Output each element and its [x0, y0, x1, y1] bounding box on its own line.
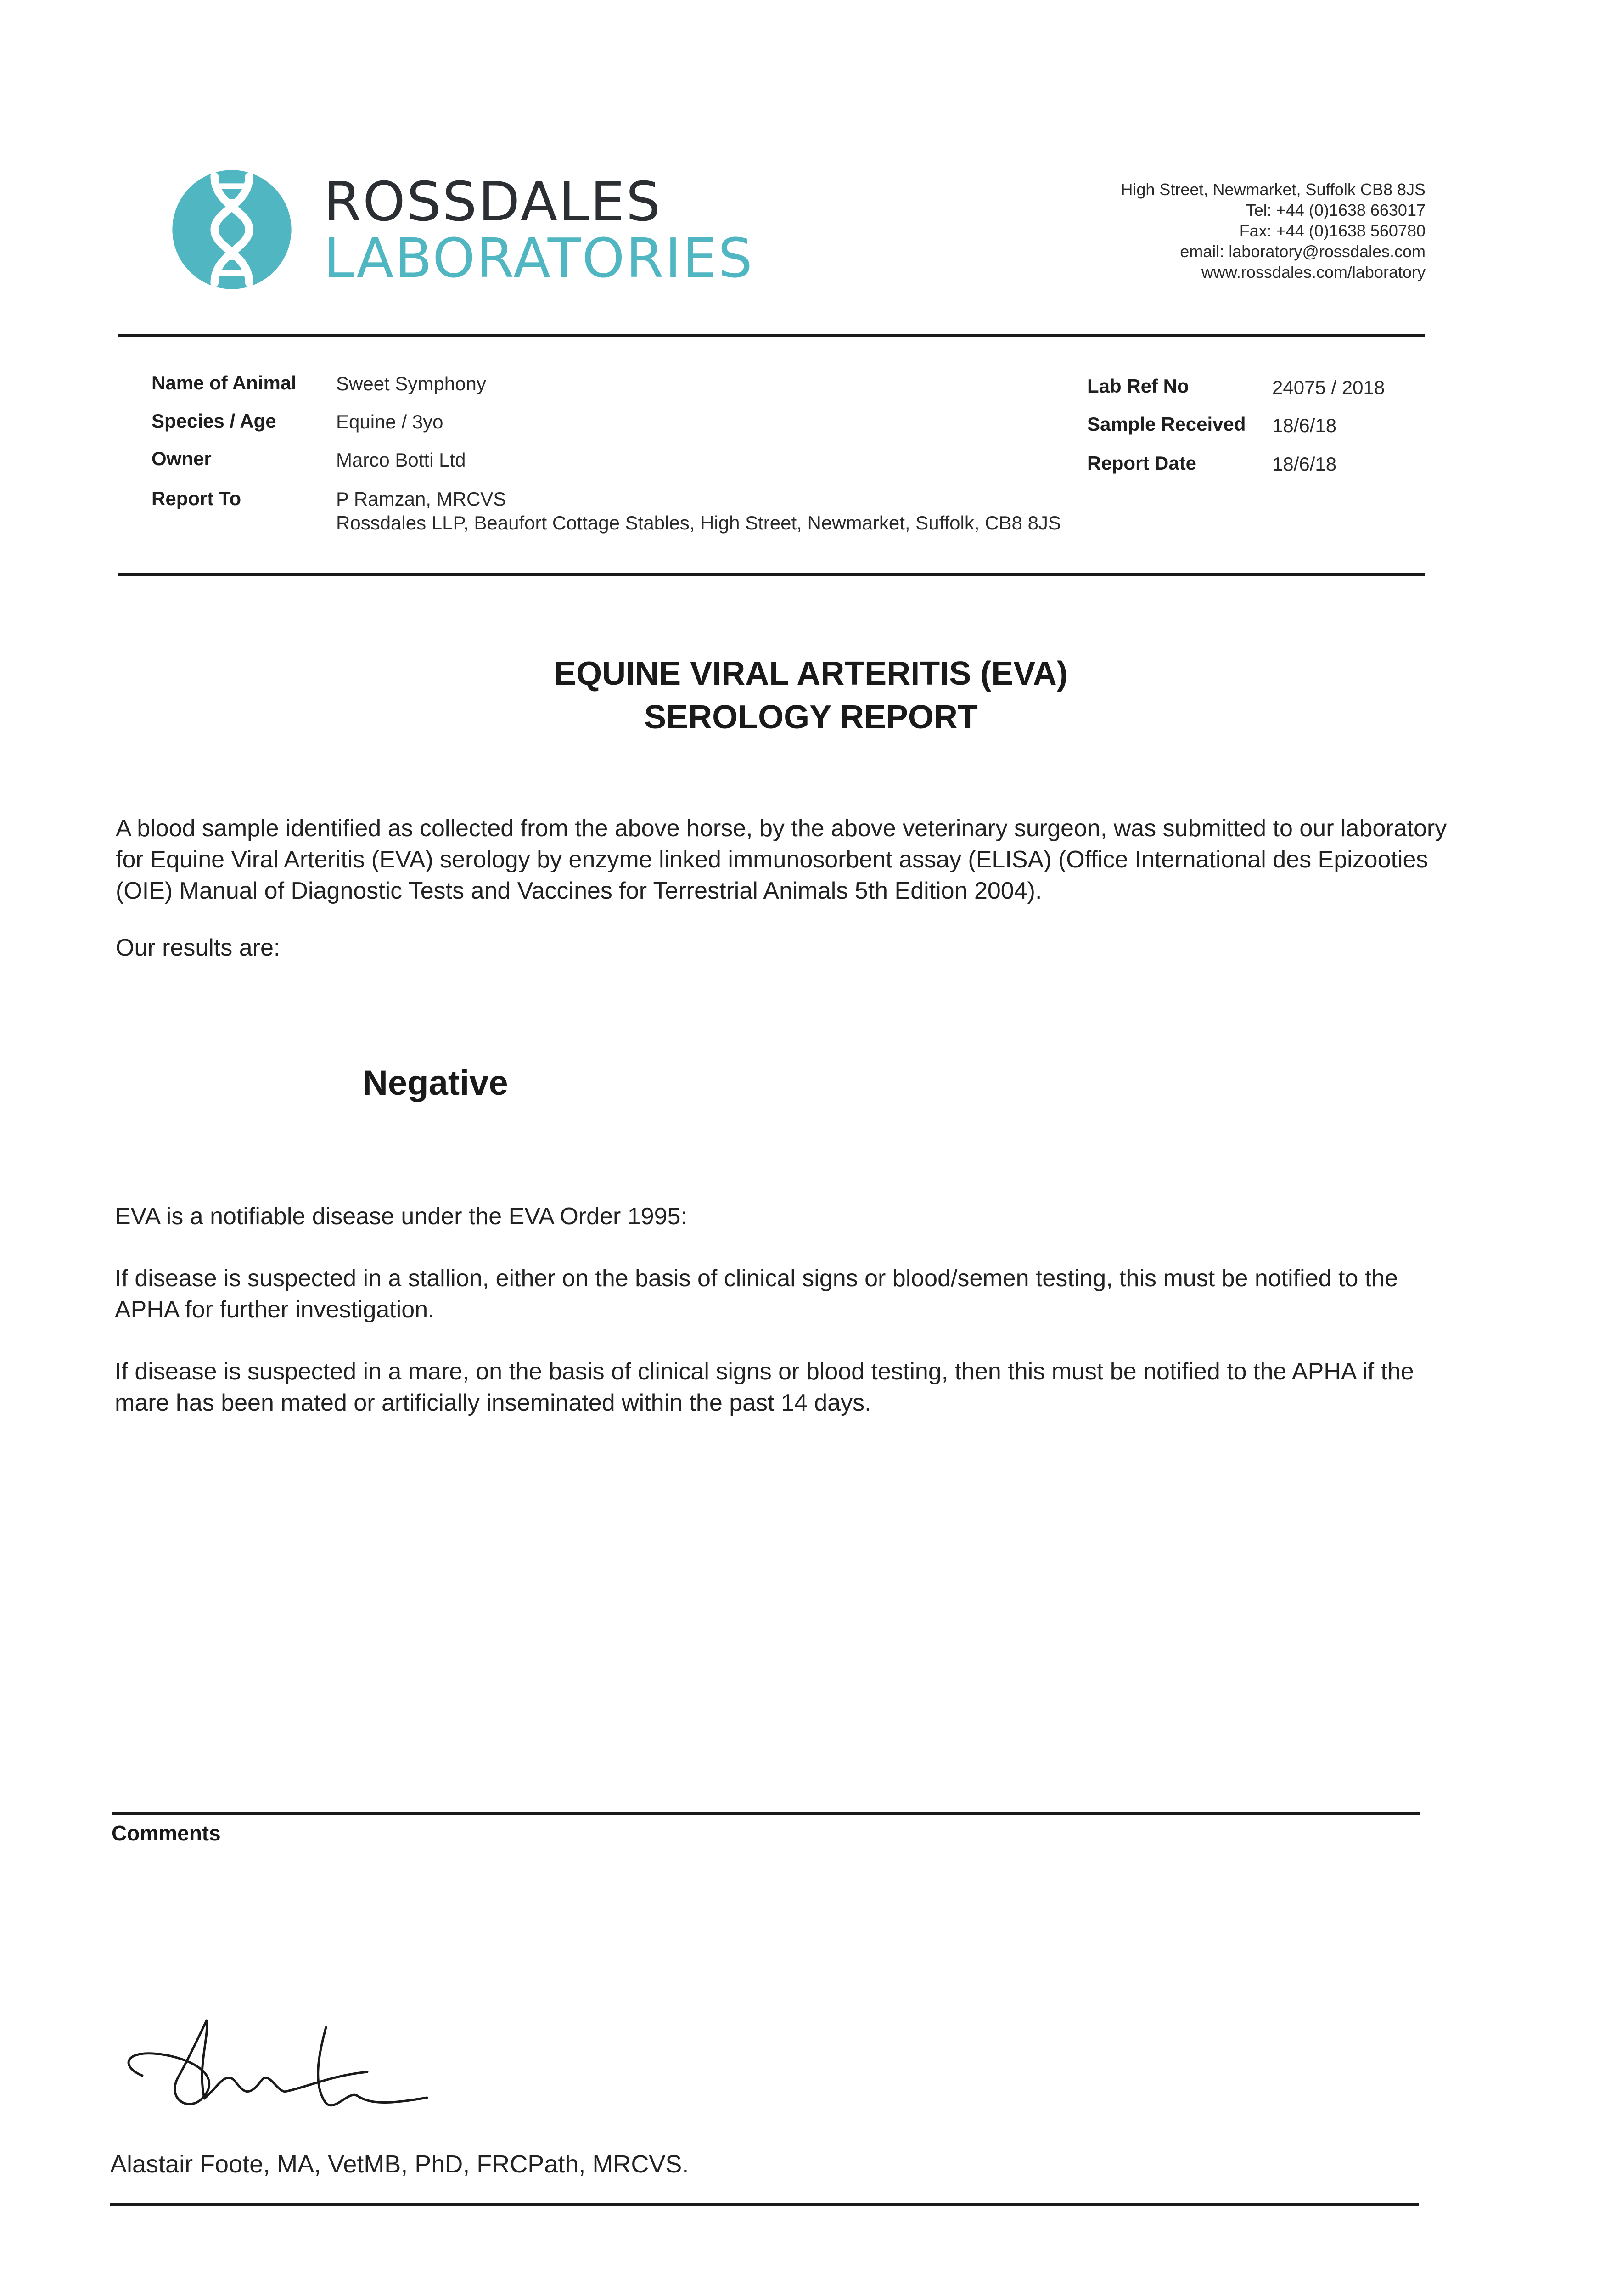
report-date-label: Report Date	[1087, 452, 1197, 474]
name-of-animal-value: Sweet Symphony	[336, 373, 486, 394]
address-email: email: laboratory@rossdales.com	[1180, 242, 1426, 261]
address-website: www.rossdales.com/laboratory	[1201, 263, 1426, 281]
species-age-value: Equine / 3yo	[336, 411, 443, 433]
dna-helix-icon	[170, 168, 294, 292]
results-lead: Our results are:	[116, 934, 281, 961]
signature-image	[110, 2011, 459, 2131]
divider	[110, 2203, 1419, 2206]
report-title-line2: SEROLOGY REPORT	[644, 699, 978, 736]
brand-name: ROSSDALES	[324, 170, 662, 233]
lab-address	[1121, 179, 1426, 282]
report-to-address: Rossdales LLP, Beaufort Cottage Stables, High Street, Newmarket, Suffolk, CB8 8JS	[336, 512, 1061, 534]
report-title	[0, 652, 1622, 739]
lab-ref-value: 24075 / 2018	[1272, 377, 1385, 398]
owner-value: Marco Botti Ltd	[336, 449, 466, 471]
lab-ref-label: Lab Ref No	[1087, 375, 1189, 397]
report-to-vet: P Ramzan, MRCVS	[336, 488, 506, 510]
sample-received-value: 18/6/18	[1272, 415, 1337, 436]
species-age-label: Species / Age	[152, 410, 276, 432]
test-result: Negative	[363, 1064, 508, 1103]
report-date-value: 18/6/18	[1272, 453, 1337, 475]
report-title-line1: EQUINE VIRAL ARTERITIS (EVA)	[554, 655, 1068, 692]
mare-note: If disease is suspected in a mare, on the basis of clinical signs or blood testing, then this must be notified to the APHA if the mare has been mated or artificially inseminated within the past 14 days.	[115, 1358, 1414, 1416]
divider	[112, 1812, 1420, 1815]
name-of-animal-label: Name of Animal	[152, 372, 297, 394]
sample-received-label: Sample Received	[1087, 413, 1246, 435]
divider	[118, 573, 1425, 576]
address-street: High Street, Newmarket, Suffolk CB8 8JS	[1121, 180, 1426, 199]
stallion-note: If disease is suspected in a stallion, either on the basis of clinical signs or blood/semen testing, this must be notified to the APHA for further investigation.	[115, 1265, 1398, 1323]
divider	[118, 334, 1425, 337]
report-to-label: Report To	[152, 488, 241, 509]
notifiable-statement: EVA is a notifiable disease under the EVA Order 1995:	[115, 1203, 687, 1230]
address-tel: Tel: +44 (0)1638 663017	[1246, 201, 1426, 219]
signatory-name: Alastair Foote, MA, VetMB, PhD, FRCPath, MRCVS.	[110, 2150, 689, 2178]
address-fax: Fax: +44 (0)1638 560780	[1239, 221, 1426, 240]
brand-subtitle: LABORATORIES	[324, 226, 754, 290]
comments-label: Comments	[112, 1821, 221, 1845]
owner-label: Owner	[152, 448, 212, 469]
intro-paragraph: A blood sample identified as collected from the above horse, by the above veterinary surgeon, was submitted to our laboratory for Equine Viral Arteritis (EVA) serology by enzyme linked immunosorbent assay (ELISA) (Office International des Epizooties (OIE) Manual of Diagnostic Tests and Vaccines for Terrestrial Animals 5th Edition 2004).	[116, 815, 1447, 904]
